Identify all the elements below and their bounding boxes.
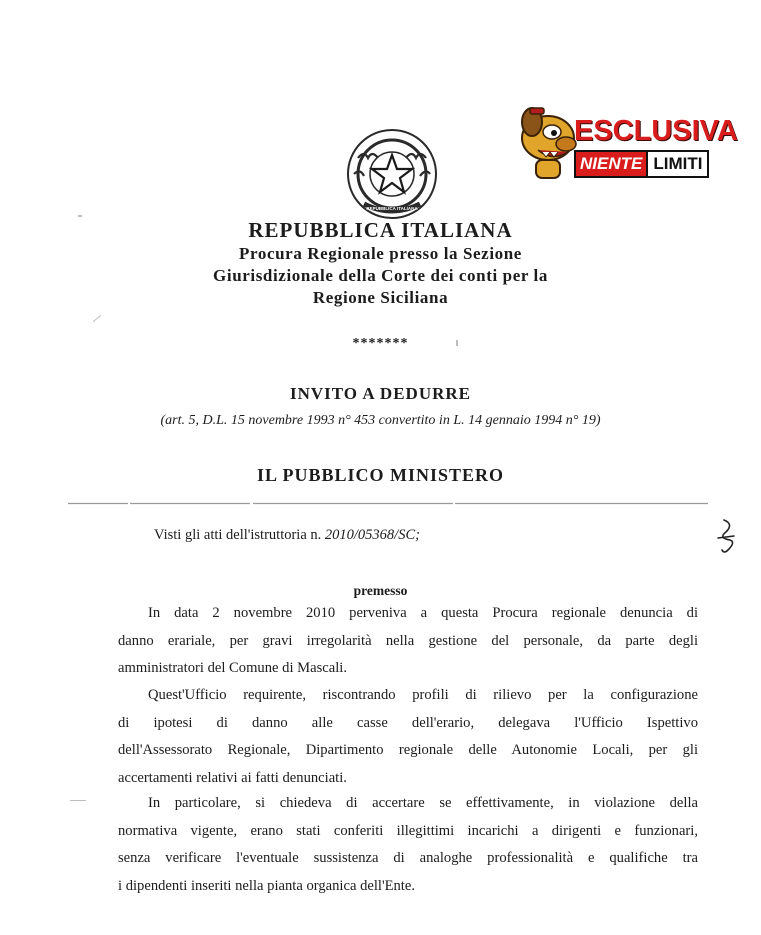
scan-speck xyxy=(93,315,101,322)
header-subtitle-line: Regione Siciliana xyxy=(312,288,449,307)
emblem-ring-text: REPUBBLICA ITALIANA xyxy=(366,206,418,211)
esclusiva-niente-limiti-logo xyxy=(518,102,746,182)
horizontal-rule xyxy=(68,492,708,495)
paragraph-line: dell'Assessorato Regionale, Dipartimento regionale delle Autonomie Locali, per gli xyxy=(118,742,698,758)
section-heading: premesso xyxy=(353,583,408,598)
italian-republic-emblem-icon xyxy=(346,128,438,220)
asterisk-separator: ******* xyxy=(352,336,409,351)
paragraph xyxy=(118,790,698,900)
case-number: 2010/05368/SC; xyxy=(324,527,420,543)
paragraph-line: amministratori del Comune di Mascali. xyxy=(118,660,347,676)
paragraph-line: normativa vigente, erano stati conferiti illegittimi incarichi a dirigenti e funzionari, xyxy=(118,822,698,839)
badge-word-limiti: LIMITI xyxy=(646,150,709,178)
scan-speck xyxy=(78,215,82,217)
cartoon-dog-icon xyxy=(518,102,580,182)
legal-reference: (art. 5, D.L. 15 novembre 1993 n° 453 convertito in L. 14 gennaio 1994 n° 19) xyxy=(160,413,601,428)
paragraph-line: Quest'Ufficio requirente, riscontrando profili di rilievo per la configurazione xyxy=(148,687,698,703)
paragraph-line: senza verificare l'eventuale sussistenza di analoghe professionalità e qualifiche tra xyxy=(118,850,698,866)
badge-word-esclusiva: ESCLUSIVA xyxy=(574,115,738,147)
paragraph-line: In data 2 novembre 2010 perveniva a questa Procura regionale denuncia di xyxy=(148,605,698,621)
document-header-title: REPUBBLICA ITALIANA xyxy=(248,218,513,242)
paragraph-line: In particolare, si chiedeva di accertare se effettivamente, in violazione della xyxy=(148,795,698,811)
handwritten-initials xyxy=(712,518,744,554)
paragraph xyxy=(118,600,698,683)
paragraph-line: i dipendenti inseriti nella pianta organica dell'Ente. xyxy=(118,877,415,894)
scan-speck xyxy=(456,340,458,346)
badge-bar xyxy=(574,150,744,178)
scan-speck xyxy=(70,800,86,801)
paragraph-line: danno erariale, per gravi irregolarità nella gestione del personale, da parte degli xyxy=(118,632,698,649)
intro-prefix: Visti gli atti dell'istruttoria n. xyxy=(154,527,322,543)
document-title: INVITO A DEDURRE xyxy=(289,384,471,403)
paragraph xyxy=(118,682,698,792)
header-subtitle-line: Procura Regionale presso la Sezione xyxy=(239,244,522,263)
intro-line xyxy=(154,527,420,544)
badge-word-niente: NIENTE xyxy=(574,150,646,178)
header-subtitle-line: Giurisdizionale della Corte dei conti per la xyxy=(213,266,548,285)
paragraph-line: accertamenti relativi ai fatti denunciati. xyxy=(118,769,347,786)
paragraph-line: di ipotesi di danno alle casse dell'erario, delegava l'Ufficio Ispettivo xyxy=(118,714,698,731)
authority-heading: IL PUBBLICO MINISTERO xyxy=(256,465,505,485)
